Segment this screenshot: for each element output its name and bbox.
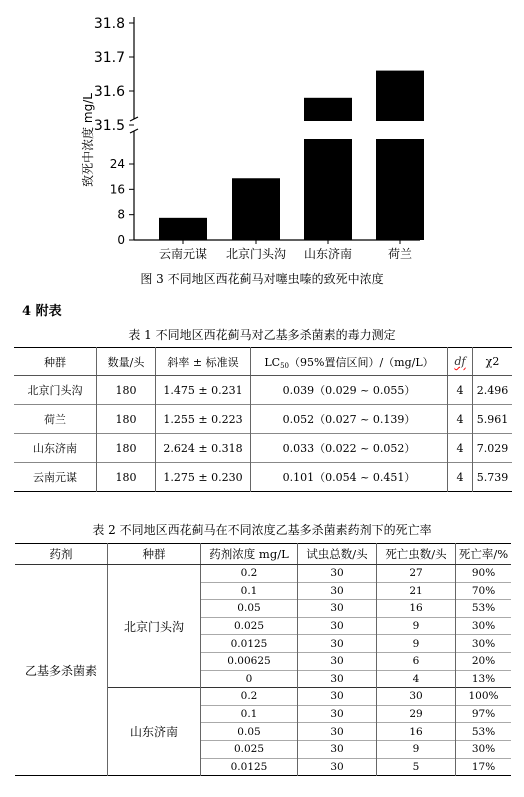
appendix-heading: 4 附表	[22, 304, 62, 319]
table-cell: 27	[377, 565, 456, 583]
table-cell: 70%	[456, 582, 512, 600]
y-axis-label: 致死中浓度 mg/L	[81, 93, 95, 187]
table-cell: 1.275 ± 0.230	[156, 463, 251, 492]
table-cell: 9	[377, 635, 456, 653]
table-cell: 5.739	[473, 463, 513, 492]
df-label: df	[454, 355, 466, 368]
table-cell: 0.039（0.029 ~ 0.055）	[251, 376, 448, 405]
table-cell: 2.496	[473, 376, 513, 405]
chart-bars	[159, 71, 424, 240]
bar	[159, 218, 207, 240]
lc-label: LC	[264, 355, 281, 369]
table-cell: 9	[377, 617, 456, 635]
x-category-label: 北京门头沟	[225, 247, 287, 261]
col-header: 药剂浓度 mg/L	[201, 544, 298, 565]
table-row	[14, 463, 512, 492]
table-cell: 53%	[456, 723, 512, 741]
table-cell: 30%	[456, 635, 512, 653]
table-cell: 30	[298, 758, 377, 776]
x-category-label: 云南元谋	[158, 247, 208, 261]
table-cell: 山东济南	[14, 434, 97, 463]
table-cell: 2.624 ± 0.318	[156, 434, 251, 463]
toxicity-table	[14, 347, 512, 492]
y-tick-label: 0	[117, 233, 125, 247]
table-cell: 0.05	[201, 723, 298, 741]
col-header: 数量/头	[97, 348, 156, 376]
table-cell: 5	[377, 758, 456, 776]
bar-chart	[0, 0, 524, 268]
table-cell: 0.2	[201, 565, 298, 583]
y-tick-label: 16	[109, 182, 125, 197]
table-cell: 97%	[456, 705, 512, 723]
table-cell: 0	[201, 670, 298, 688]
table-cell: 21	[377, 582, 456, 600]
table-cell: 30%	[456, 740, 512, 758]
population-cell: 山东济南	[108, 688, 201, 776]
bar-upper-segment	[376, 71, 424, 121]
table-cell: 4	[448, 463, 473, 492]
table-cell: 9	[377, 740, 456, 758]
y-tick-label: 24	[109, 157, 125, 171]
table-cell: 100%	[456, 688, 512, 706]
col-header: 死亡率/%	[456, 544, 512, 565]
table-cell: 0.05	[201, 600, 298, 618]
table-row	[15, 565, 511, 583]
y-tick-label: 31.7	[93, 50, 125, 66]
table-cell: 180	[97, 376, 156, 405]
table-cell: 4	[448, 434, 473, 463]
table-cell: 13%	[456, 670, 512, 688]
col-header	[448, 348, 473, 376]
table-cell: 北京门头沟	[14, 376, 97, 405]
y-tick-label: 31.5	[93, 118, 125, 134]
col-header: 死亡虫数/头	[377, 544, 456, 565]
figure-caption: 图 3 不同地区西花蓟马对噻虫嗪的致死中浓度	[140, 272, 384, 286]
table-cell: 30	[298, 670, 377, 688]
ci-label: （95%置信区间）/（mg/L）	[289, 355, 434, 369]
bar	[232, 178, 280, 240]
table-header-row	[15, 544, 511, 565]
table-cell: 7.029	[473, 434, 513, 463]
table-cell: 30	[298, 705, 377, 723]
table-cell: 4	[448, 376, 473, 405]
table-cell: 16	[377, 600, 456, 618]
table-cell: 17%	[456, 758, 512, 776]
table-cell: 0.1	[201, 705, 298, 723]
table-cell: 16	[377, 723, 456, 741]
table-cell: 0.025	[201, 740, 298, 758]
table-cell: 0.00625	[201, 652, 298, 670]
table-cell: 20%	[456, 652, 512, 670]
table2-caption: 表 2 不同地区西花蓟马在不同浓度乙基多杀菌素药剂下的死亡率	[92, 523, 432, 537]
table-cell: 0.0125	[201, 635, 298, 653]
table-cell: 云南元谋	[14, 463, 97, 492]
table-cell: 30	[377, 688, 456, 706]
table-cell: 30%	[456, 617, 512, 635]
table-cell: 0.025	[201, 617, 298, 635]
table-cell: 29	[377, 705, 456, 723]
table-cell: 30	[298, 740, 377, 758]
mortality-table	[15, 543, 511, 776]
table-cell: 30	[298, 582, 377, 600]
table-cell: 1.475 ± 0.231	[156, 376, 251, 405]
table-cell: 30	[298, 723, 377, 741]
table-row	[14, 376, 512, 405]
table-cell: 荷兰	[14, 405, 97, 434]
y-tick-label: 31.8	[93, 16, 125, 32]
bar-upper-segment	[304, 98, 352, 121]
table-cell: 0.1	[201, 582, 298, 600]
x-category-label: 荷兰	[387, 247, 413, 261]
col-header: 种群	[108, 544, 201, 565]
table-cell: 4	[448, 405, 473, 434]
table-cell: 30	[298, 565, 377, 583]
lc-subscript: 50	[280, 361, 289, 370]
table-cell: 30	[298, 635, 377, 653]
table-row	[14, 434, 512, 463]
col-header: 种群	[14, 348, 97, 376]
chart-categories	[159, 246, 412, 261]
bar-lower-segment	[376, 139, 424, 240]
table-cell: 0.2	[201, 688, 298, 706]
table-cell: 5.961	[473, 405, 513, 434]
col-header: 斜率 ± 标准误	[156, 348, 251, 376]
table-row	[14, 405, 512, 434]
agent-cell: 乙基多杀菌素	[24, 663, 97, 678]
table-cell: 180	[97, 434, 156, 463]
table-cell: 30	[298, 688, 377, 706]
table-cell: 180	[97, 405, 156, 434]
table-cell: 4	[377, 670, 456, 688]
table1-caption: 表 1 不同地区西花蓟马对乙基多杀菌素的毒力测定	[128, 328, 396, 342]
table-cell: 180	[97, 463, 156, 492]
x-category-label: 山东济南	[303, 247, 353, 261]
y-tick-label: 8	[117, 207, 125, 222]
table-cell: 0.0125	[201, 758, 298, 776]
table-cell: 0.101（0.054 ~ 0.451）	[251, 463, 448, 492]
col-header: χ2	[473, 348, 513, 376]
col-header: 药剂	[15, 544, 108, 565]
col-header	[251, 348, 448, 376]
y-tick-label: 31.6	[93, 84, 125, 100]
population-cell: 北京门头沟	[108, 565, 201, 688]
table-header-row	[14, 348, 512, 376]
table-cell: 0.052（0.027 ~ 0.139）	[251, 405, 448, 434]
table-cell: 30	[298, 652, 377, 670]
bar-lower-segment	[304, 139, 352, 240]
table-cell: 1.255 ± 0.223	[156, 405, 251, 434]
table-cell: 0.033（0.022 ~ 0.052）	[251, 434, 448, 463]
table-cell: 30	[298, 600, 377, 618]
col-header: 试虫总数/头	[298, 544, 377, 565]
table-cell: 53%	[456, 600, 512, 618]
table-cell: 6	[377, 652, 456, 670]
table-cell: 30	[298, 617, 377, 635]
table-cell: 90%	[456, 565, 512, 583]
